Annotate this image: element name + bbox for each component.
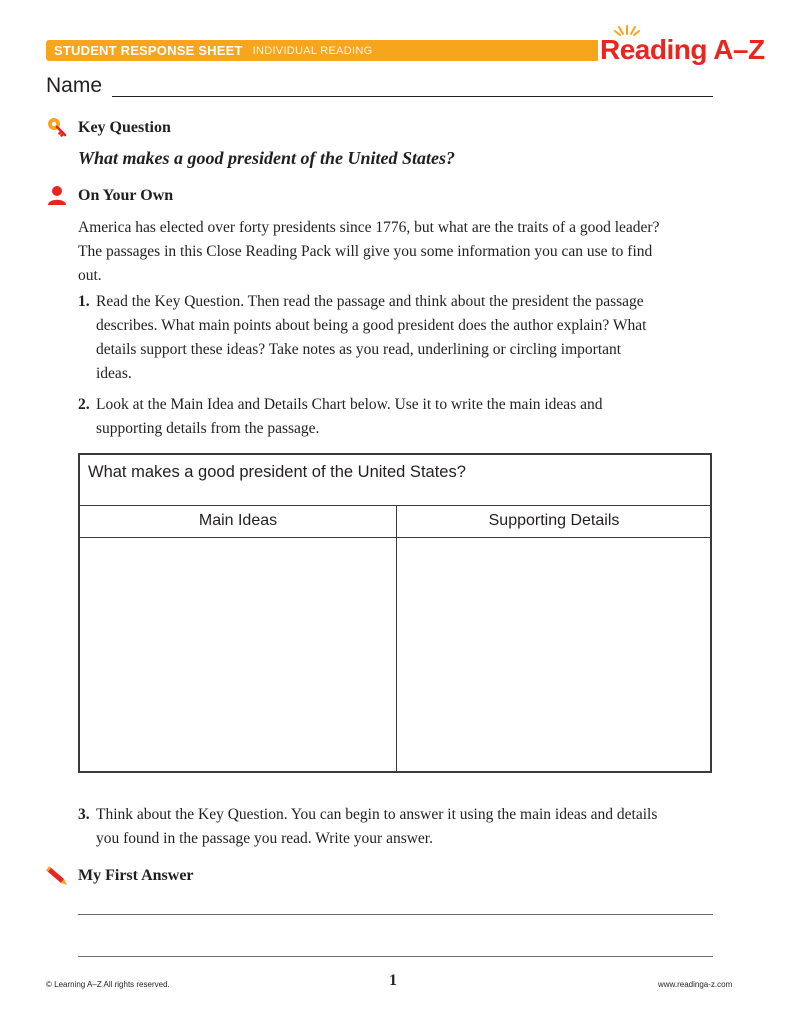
step-text: Read the Key Question. Then read the passage and think about the president the passage describes. What main points about being a good president does the author explain? What details support these ideas? Take notes as you read, underlining or circling important ideas.	[96, 293, 647, 382]
main-ideas-header: Main Ideas	[198, 512, 278, 529]
copyright-text: © Learning A–Z All rights reserved.	[46, 980, 170, 989]
main-idea-details-chart	[78, 453, 712, 773]
step-text: Look at the Main Idea and Details Chart below. Use it to write the main ideas and supporting details from the passage.	[96, 396, 603, 437]
page-number: 1	[389, 972, 397, 989]
chart-divider	[80, 537, 710, 538]
answer-line[interactable]	[78, 956, 713, 957]
step-number: 1.	[78, 293, 90, 310]
header-bar	[46, 40, 598, 61]
step-number: 3.	[78, 806, 90, 823]
pencil-icon	[46, 864, 68, 886]
answer-line[interactable]	[78, 914, 713, 915]
name-input-line[interactable]	[112, 96, 713, 97]
on-your-own-heading: On Your Own	[78, 187, 174, 204]
list-item	[78, 290, 658, 386]
key-question-text: What makes a good president of the United States?	[78, 148, 456, 168]
chart-divider	[80, 505, 710, 506]
website-url: www.readinga-z.com	[658, 980, 733, 989]
supporting-details-cell[interactable]	[400, 539, 710, 769]
chart-column-divider	[396, 506, 397, 771]
list-item	[78, 803, 658, 851]
key-question-heading: Key Question	[78, 119, 171, 136]
name-label: Name	[46, 74, 103, 97]
reading-az-logo	[600, 26, 765, 68]
key-icon	[46, 116, 68, 138]
main-ideas-cell[interactable]	[82, 539, 394, 769]
person-icon	[46, 184, 68, 206]
first-answer-heading: My First Answer	[78, 867, 194, 884]
sheet-subtitle: INDIVIDUAL READING	[252, 44, 373, 57]
list-item	[78, 393, 658, 441]
chart-question: What makes a good president of the United States?	[88, 463, 466, 481]
supporting-details-header: Supporting Details	[488, 512, 620, 529]
sheet-title: STUDENT RESPONSE SHEET	[54, 43, 243, 58]
step-number: 2.	[78, 396, 90, 413]
step-text: Think about the Key Question. You can begin to answer it using the main ideas and details you found in the passage you read. Write your answer.	[96, 806, 658, 847]
intro-paragraph: America has elected over forty presidents since 1776, but what are the traits of a good leader? The passages in this Close Reading Pack will give you some information you can use to find out.	[78, 219, 660, 284]
logo-text: Reading A–Z	[600, 34, 765, 65]
